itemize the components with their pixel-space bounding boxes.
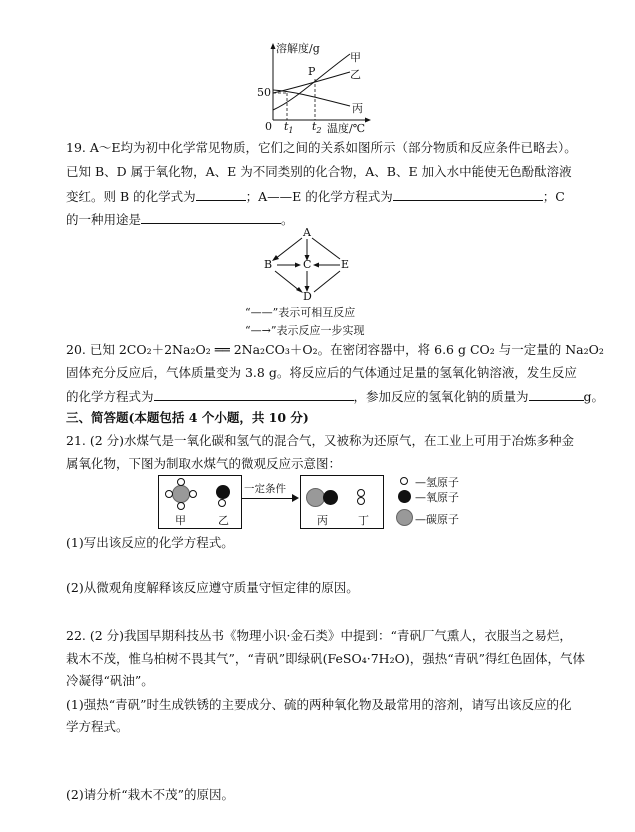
q20-line3 (66, 388, 604, 405)
q22-sub2: (2)请分析“栽木不茂”的原因。 (66, 787, 234, 802)
reaction-arrow-head-icon (292, 494, 299, 502)
q21-sub2: (2)从微观角度解释该反应遵守质量守恒定律的原因。 (66, 580, 359, 595)
section-3-title: 三、简答题(本题包括 4 个小题，共 10 分) (66, 410, 309, 425)
answer-blank-a-e-equation[interactable] (393, 188, 543, 201)
q20-mass-prompt: ，参加反应的氢氧化钠的质量为 (353, 389, 529, 404)
curve-label-jia: 甲 (350, 51, 361, 64)
label-bing: 丙 (317, 514, 328, 527)
hydrogen-atom (165, 490, 173, 498)
q22-line3: 冷凝得“矾油”。 (66, 673, 154, 688)
t2-label: $t_2$ (312, 120, 322, 136)
hydrogen-atom (218, 499, 226, 507)
diagram-node-e: E (341, 258, 350, 271)
legend-oxygen-text: —氧原子 (415, 491, 459, 504)
legend-carbon-icon (396, 509, 413, 526)
legend-hydrogen-icon (400, 477, 408, 485)
oxygen-atom-bing (323, 490, 338, 505)
legend-hydrogen-text: —氢原子 (415, 476, 459, 489)
diagram-legend-transform: “—→”表示反应一步实现 (245, 324, 365, 337)
answer-blank-naoh-equation[interactable] (154, 388, 354, 401)
label-yi: 乙 (218, 514, 229, 527)
diagram-node-c: C (303, 258, 312, 271)
q19-c-use-prompt: 的一种用途是 (66, 212, 142, 227)
q19-line3 (66, 188, 565, 205)
reaction-condition: 一定条件 (244, 483, 286, 495)
q19-c-prompt: ；C (542, 189, 565, 204)
answer-blank-naoh-mass[interactable] (529, 388, 584, 401)
curve-label-bing: 丙 (352, 102, 363, 115)
reactants-box (158, 475, 242, 529)
curve-label-yi: 乙 (350, 68, 361, 81)
answer-blank-b-formula[interactable] (196, 188, 246, 201)
q19-line1: 19. A～E均为初中化学常见物质，它们之间的关系如图所示（部分物质和反应条件已略去）。 (66, 140, 577, 155)
carbon-atom-jia (172, 485, 190, 503)
hydrogen-atom (357, 497, 365, 505)
point-label-p: P (308, 65, 316, 78)
q21-line2: 属氧化物，下图为制取水煤气的微观反应示意图： (66, 456, 342, 471)
oxygen-atom-yi (216, 485, 230, 499)
q19-a-e-equation-prompt: ；A——E 的化学方程式为 (245, 189, 393, 204)
hydrogen-atom (189, 490, 197, 498)
q20-equation-prompt: 的化学方程式为 (66, 389, 154, 404)
label-ding: 丁 (358, 514, 369, 527)
q20-line1: 20. 已知 2CO₂＋2Na₂O₂ ══ 2Na₂CO₃＋O₂。在密闭容器中，将 6.6 g CO₂ 与一定量的 Na₂O₂ (66, 342, 604, 357)
x-axis-label: 温度/℃ (327, 122, 366, 135)
q21-line1: 21. (2 分)水煤气是一氧化碳和氢气的混合气，又被称为还原气，在工业上可用于冶炼多种金 (66, 433, 575, 448)
q22-sub1-line1: (1)强热“青矾”时生成铁锈的主要成分、硫的两种氧化物及最常用的溶剂，请写出该反应的化 (66, 697, 572, 712)
y-axis-label: 溶解度/g (276, 42, 320, 55)
q22-sub1-line2: 学方程式。 (66, 719, 129, 734)
t1-label: $t_1$ (284, 120, 294, 136)
legend-carbon-text: —碳原子 (415, 513, 459, 526)
origin-label: 0 (265, 120, 272, 133)
q22-line1: 22. (2 分)我国早期科技丛书《物理小识·金石类》中提到：“青矾厂气熏人，衣服当之易烂， (66, 628, 572, 643)
hydrogen-atom (177, 502, 185, 510)
q22-line2: 栽木不茂，惟乌柏树不畏其气”，“青矾”即绿矾(FeSO₄·7H₂O)，强热“青矾”得红色固体，气体 (66, 651, 586, 666)
answer-blank-c-use[interactable] (141, 211, 281, 224)
reaction-arrow (242, 498, 294, 499)
q19-b-formula-prompt: 变红。则 B 的化学式为 (66, 189, 196, 204)
legend-oxygen-icon (398, 490, 411, 503)
diagram-legend-react: “——”表示可相互反应 (245, 306, 356, 319)
q21-sub1: (1)写出该反应的化学方程式。 (66, 535, 234, 550)
label-jia: 甲 (175, 514, 186, 527)
diagram-node-a: A (303, 226, 311, 239)
diagram-node-d: D (303, 290, 312, 303)
hydrogen-atom (177, 478, 185, 486)
y-tick-50: 50 (257, 86, 271, 99)
q20-unit: g。 (583, 389, 605, 404)
q20-line2: 固体充分反应后，气体质量变为 3.8 g。将反应后的气体通过足量的氢氧化钠溶液，发生反应 (66, 365, 577, 380)
diagram-node-b: B (264, 258, 273, 271)
q19-period: 。 (281, 212, 294, 227)
q19-line2: 已知 B、D 属于氧化物，A、E 为不同类别的化合物，A、B、E 加入水中能使无色酚酞溶液 (66, 164, 572, 179)
hydrogen-atom (357, 489, 365, 497)
